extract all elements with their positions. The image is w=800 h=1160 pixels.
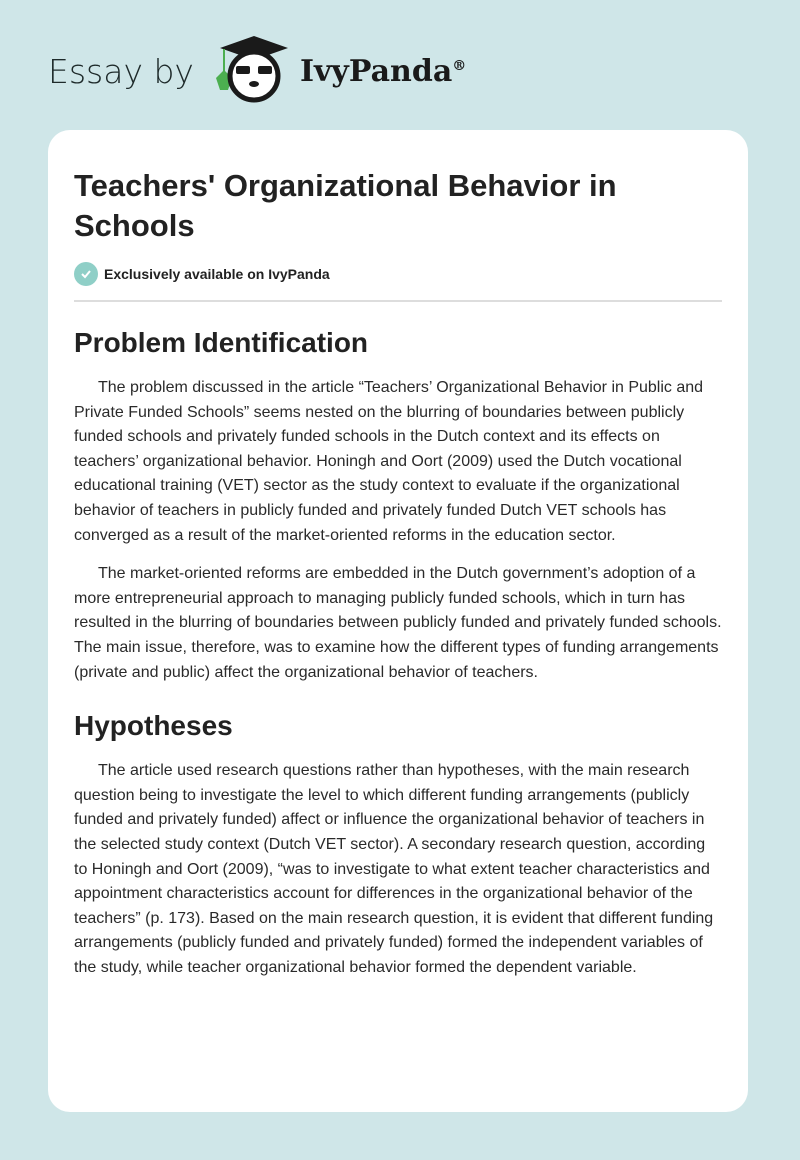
- exclusive-badge: [74, 262, 722, 286]
- check-icon: [74, 262, 98, 286]
- brand-name: IvyPanda®: [299, 53, 467, 89]
- divider: [74, 300, 722, 302]
- paragraph: The article used research questions rather than hypotheses, with the main research question being to investigate the level to which different funding arrangements (publicly funded and privately funded) affect or influence the organizational behavior of teachers in the selected study context (Dutch VET sector). A secondary research question, according to Honingh and Oort (2009), “was to investigate to what extent teacher characteristics and appointment characteristics account for differences in the organizational behavior of the teachers” (p. 173). Based on the main research question, it is evident that different funding arrangements (publicly funded and privately funded) formed the independent variables of the study, while teacher organizational behavior formed the dependent variable.: [74, 762, 714, 976]
- paragraph: The market-oriented reforms are embedded in the Dutch government’s adoption of a more entrepreneurial approach to managing publicly funded schools, which in turn has resulted in the blurring of boundaries between publicly funded and privately funded schools. The main issue, therefore, was to examine how the different types of funding arrangements (private and public) affect the organizational behavior of teachers.: [74, 565, 722, 681]
- paragraph: The problem discussed in the article “Teachers’ Organizational Behavior in Public and Private Funded Schools” seems nested on the blurring of boundaries between publicly funded schools and privately funded schools in the Dutch context and its effects on teachers’ organizational behavior. Honingh and Oort (2009) used the Dutch vocational educational training (VET) sector as the study context to evaluate if the organizational behavior of teachers in publicly funded and privately funded Dutch VET schools has converged as a result of the market-oriented reforms in the education sector.: [74, 379, 704, 544]
- section-heading: Problem Identification: [74, 327, 369, 358]
- badge-text: Exclusively available on IvyPanda: [104, 266, 330, 282]
- essay-title: Teachers' Organizational Behavior in Schools: [74, 168, 617, 243]
- panda-logo-icon[interactable]: [212, 34, 292, 109]
- essay-by-label: Essay by: [48, 51, 194, 91]
- site-header: [48, 36, 466, 106]
- essay-card: [48, 130, 748, 1112]
- section-heading: Hypotheses: [74, 710, 233, 742]
